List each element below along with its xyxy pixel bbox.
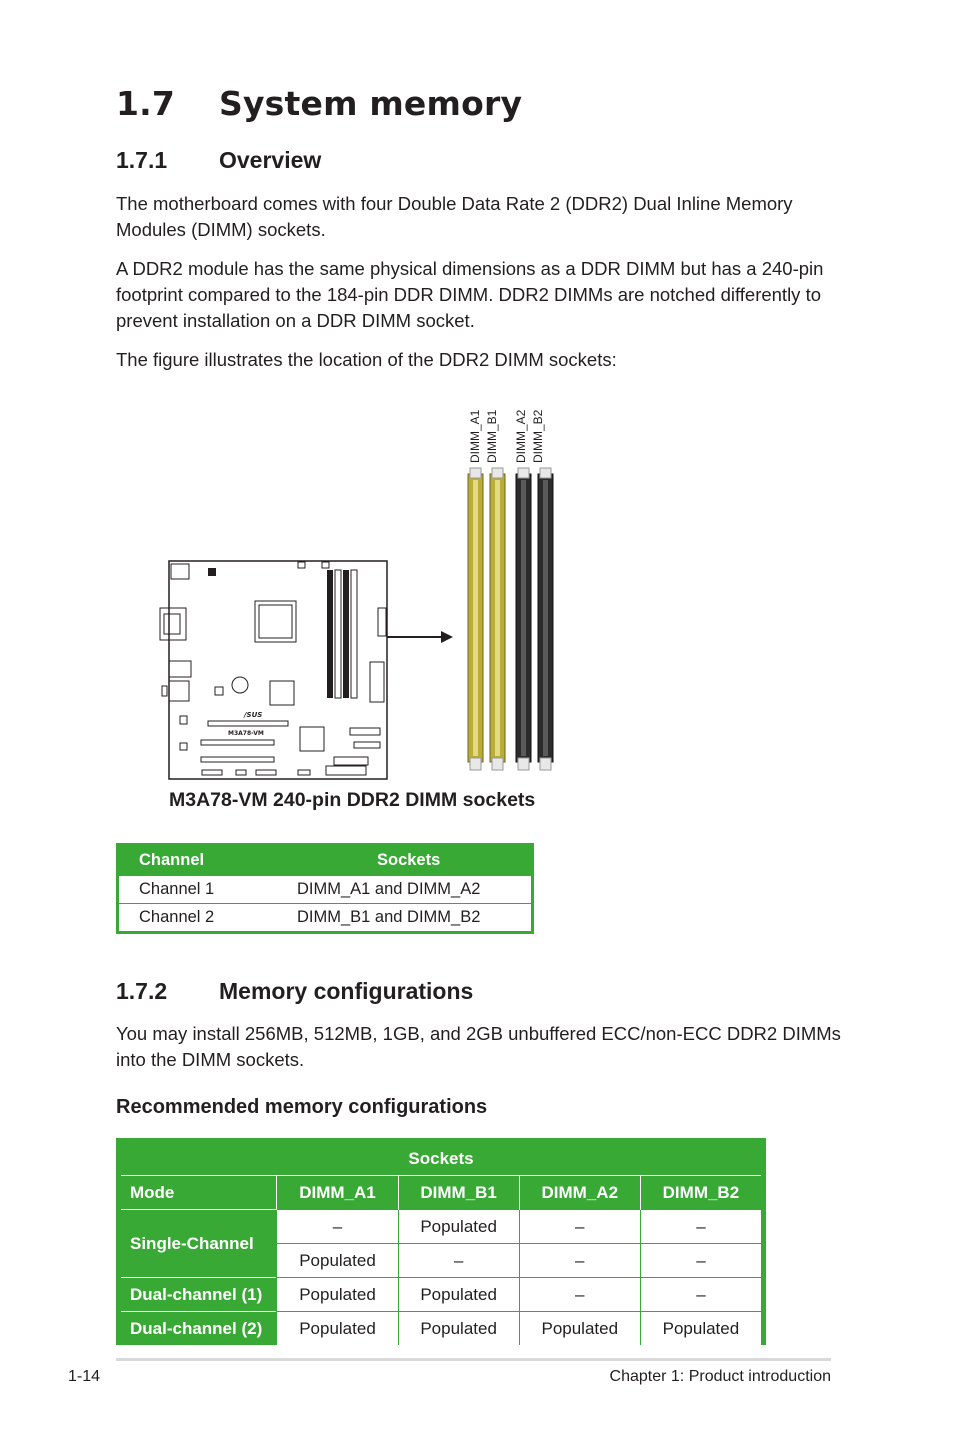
figure-caption: M3A78-VM 240-pin DDR2 DIMM sockets [169, 789, 536, 811]
mode-cell-single-channel: Single-Channel [121, 1210, 277, 1278]
channel-cell: Channel 1 [118, 876, 298, 904]
board-model-label: M3A78-VM [228, 730, 264, 737]
dimm-slot-b1 [490, 468, 505, 770]
dimm-a1-header: DIMM_A1 [277, 1176, 398, 1210]
table-cell: Populated [277, 1278, 398, 1312]
memory-config-title: Memory configurations [219, 978, 474, 1004]
table-cell: Populated [398, 1278, 519, 1312]
overview-number: 1.7.1 [116, 147, 168, 173]
dimm-slot-b2 [538, 468, 553, 770]
table-cell: – [398, 1244, 519, 1278]
table-cell: – [640, 1210, 761, 1244]
table-row [121, 1312, 761, 1346]
table-row [118, 904, 533, 933]
overview-paragraph-2: A DDR2 module has the same physical dimensions as a DDR DIMM but has a 240-pin footprint compared to the 184-pin DDR DIMM. DDR2 DIMMs are notched differently to prevent installation on a DDR DIMM socket. [116, 258, 824, 331]
sockets-header: Sockets [297, 845, 533, 876]
dimm-slots-illustration [460, 466, 560, 776]
sockets-cell: DIMM_A1 and DIMM_A2 [297, 876, 533, 904]
footer-divider [116, 1358, 831, 1361]
table-group-header-row [121, 1142, 761, 1176]
table-cell: Populated [640, 1312, 761, 1346]
page-number: 1-14 [68, 1368, 101, 1385]
dimm-b1-header: DIMM_B1 [398, 1176, 519, 1210]
dimm-label-b2: DIMM_B2 [531, 409, 545, 463]
table-cell: – [640, 1278, 761, 1312]
board-logo: /SUS [244, 711, 263, 719]
dimm-label-b1: DIMM_B1 [485, 409, 499, 463]
dimm-slot-a2 [516, 468, 531, 770]
sockets-group-header: Sockets [121, 1142, 761, 1176]
memory-config-heading [116, 978, 473, 1005]
dimm-slot-a1 [468, 468, 483, 770]
dimm-label-a2: DIMM_A2 [514, 409, 528, 463]
pointer-arrow-icon [385, 627, 457, 647]
table-cell: Populated [277, 1312, 398, 1346]
channel-cell: Channel 2 [118, 904, 298, 933]
table-cell: – [519, 1244, 640, 1278]
overview-heading [116, 147, 321, 174]
channel-header: Channel [118, 845, 298, 876]
dimm-b2-header: DIMM_B2 [640, 1176, 761, 1210]
table-cell: Populated [519, 1312, 640, 1346]
table-row [121, 1210, 761, 1244]
overview-title: Overview [219, 147, 322, 173]
motherboard-layout-illustration [158, 560, 390, 782]
overview-paragraph-1: The motherboard comes with four Double Data Rate 2 (DDR2) Dual Inline Memory Modules (DIMM) sockets. [116, 193, 793, 240]
table-cell: – [519, 1210, 640, 1244]
table-cell: Populated [277, 1244, 398, 1278]
chapter-title: Chapter 1: Product introduction [609, 1368, 831, 1385]
memory-config-table [121, 1142, 761, 1345]
sockets-cell: DIMM_B1 and DIMM_B2 [297, 904, 533, 933]
section-title [116, 84, 522, 123]
table-cell: Populated [398, 1210, 519, 1244]
section-title-text: System memory [219, 84, 523, 123]
memory-config-number: 1.7.2 [116, 978, 168, 1004]
section-number: 1.7 [116, 84, 176, 123]
dimm-label-a1: DIMM_A1 [468, 409, 482, 463]
mode-cell-dual-channel-2: Dual-channel (2) [121, 1312, 277, 1346]
table-row [118, 876, 533, 904]
table-column-header-row [121, 1176, 761, 1210]
recommended-config-heading: Recommended memory configurations [116, 1096, 488, 1118]
memory-config-table-frame [116, 1138, 766, 1345]
table-cell: Populated [398, 1312, 519, 1346]
channel-table-header [118, 845, 533, 876]
table-cell: – [277, 1210, 398, 1244]
overview-paragraph-3: The figure illustrates the location of the DDR2 DIMM sockets: [116, 349, 617, 370]
mode-header: Mode [130, 1182, 175, 1202]
memory-config-paragraph: You may install 256MB, 512MB, 1GB, and 2GB unbuffered ECC/non-ECC DDR2 DIMMs into the DIMM sockets. [116, 1023, 841, 1070]
mode-cell-dual-channel-1: Dual-channel (1) [121, 1278, 277, 1312]
dimm-a2-header: DIMM_A2 [519, 1176, 640, 1210]
table-row [121, 1278, 761, 1312]
table-cell: – [640, 1244, 761, 1278]
channel-table [116, 843, 534, 934]
table-cell: – [519, 1278, 640, 1312]
